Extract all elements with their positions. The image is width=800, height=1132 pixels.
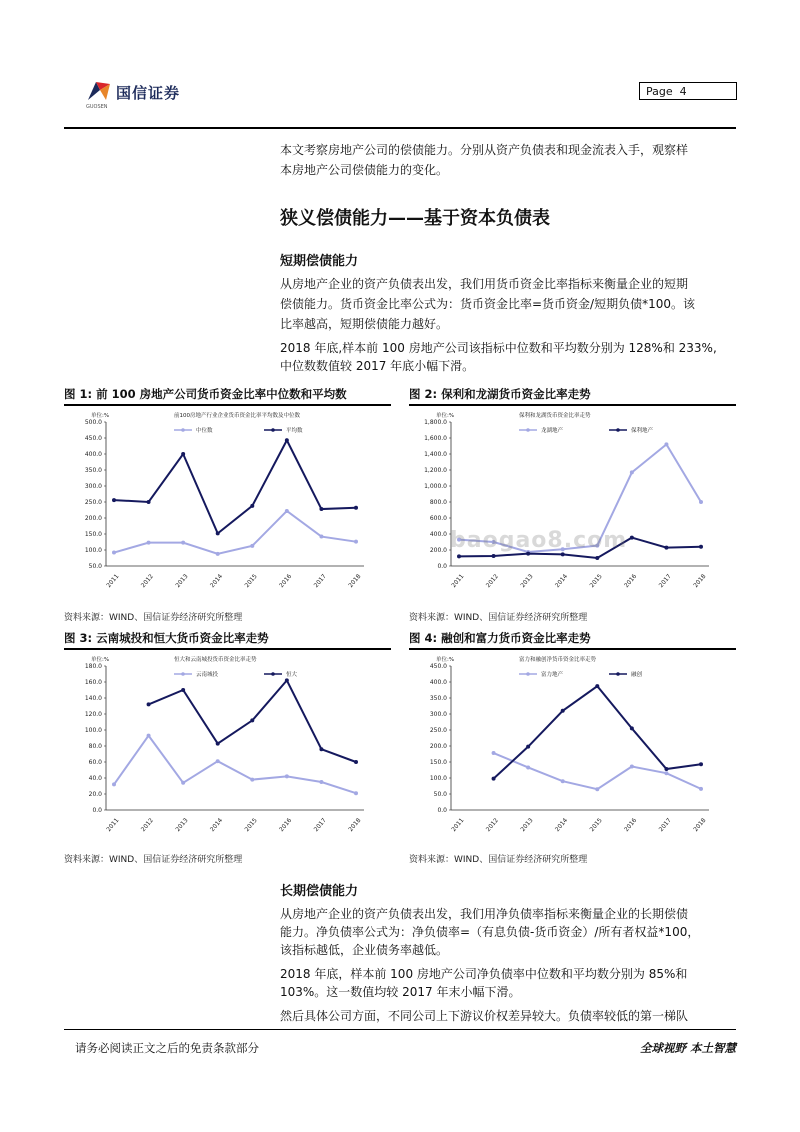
- data-point: [319, 747, 323, 751]
- chart-unit-label: 单位:%: [436, 413, 455, 419]
- x-tick-label: 2011: [105, 816, 121, 834]
- data-point: [285, 509, 289, 513]
- data-point: [526, 765, 530, 769]
- chart-1-svg: [64, 408, 384, 598]
- data-point: [699, 545, 703, 549]
- x-tick-label: 2016: [278, 572, 294, 590]
- y-tick-label: 200.0: [429, 547, 447, 554]
- x-tick-label: 2011: [450, 572, 466, 590]
- chart-title: 恒大和云南城投货币资金比率走势: [174, 657, 257, 663]
- paragraph-line: 然后具体公司方面，不同公司上下游议价权差异较大。负债率较低的第一梯队: [280, 1009, 689, 1023]
- data-point: [181, 452, 185, 456]
- y-tick-label: 400.0: [84, 451, 102, 458]
- data-point: [630, 536, 634, 540]
- y-tick-label: 160.0: [84, 679, 102, 686]
- data-point: [285, 678, 289, 682]
- y-tick-label: 50.0: [88, 563, 102, 570]
- figure-2-title: 图 2: 保利和龙湖货币资金比率走势: [409, 387, 591, 401]
- footer-disclaimer: 请务必阅读正文之后的免责条款部分: [75, 1041, 259, 1055]
- data-point: [699, 787, 703, 791]
- figure-4-chart: [409, 652, 729, 842]
- y-tick-label: 250.0: [429, 727, 447, 734]
- x-tick-label: 2018: [692, 816, 708, 834]
- data-point: [319, 535, 323, 539]
- paragraph-line: 从房地产企业的资产负债表出发，我们用货币资金比率指标来衡量企业的短期: [280, 277, 689, 291]
- x-tick-label: 2015: [588, 816, 604, 834]
- y-tick-label: 1,000.0: [424, 483, 447, 490]
- x-tick-label: 2015: [243, 816, 259, 834]
- section-title: 狭义偿债能力——基于资本负债表: [280, 208, 550, 229]
- y-tick-label: 100.0: [429, 775, 447, 782]
- x-tick-label: 2014: [553, 816, 570, 834]
- subsection-long-term: 长期偿债能力: [280, 884, 359, 899]
- legend-marker: [271, 428, 275, 432]
- paragraph-line: 103%。这一数值均较 2017 年末小幅下滑。: [280, 985, 521, 999]
- paragraph-line: 中位数数值较 2017 年底小幅下滑。: [280, 359, 475, 373]
- x-tick-label: 2015: [588, 572, 604, 590]
- x-tick-label: 2013: [519, 572, 535, 590]
- data-point: [285, 438, 289, 442]
- x-tick-label: 2018: [347, 572, 363, 590]
- x-tick-label: 2017: [657, 572, 673, 590]
- y-tick-label: 1,200.0: [424, 467, 447, 474]
- legend-label: 云南城投: [196, 672, 219, 678]
- legend-label: 平均数: [286, 428, 303, 434]
- figure-2-source: 资料来源：WIND、国信证券经济研究所整理: [409, 613, 588, 623]
- data-point: [181, 781, 185, 785]
- figure-1-source: 资料来源：WIND、国信证券经济研究所整理: [64, 613, 243, 623]
- y-tick-label: 200.0: [84, 515, 102, 522]
- x-tick-label: 2017: [312, 816, 328, 834]
- x-tick-label: 2012: [484, 816, 501, 834]
- data-point: [595, 787, 599, 791]
- data-point: [354, 540, 358, 544]
- y-tick-label: 20.0: [88, 791, 102, 798]
- y-tick-label: 0.0: [92, 807, 102, 814]
- x-tick-label: 2015: [243, 572, 259, 590]
- legend-marker: [181, 428, 185, 432]
- figure-2-rule: [409, 404, 736, 406]
- paragraph-line: 2018 年底，样本前 100 房地产公司净负债率中位数和平均数分别为 85%和: [280, 967, 688, 981]
- data-point: [250, 778, 254, 782]
- figure-1-rule: [64, 404, 391, 406]
- data-point: [112, 551, 116, 555]
- data-point: [147, 702, 151, 706]
- page-label: Page: [646, 85, 673, 98]
- paragraph-line: 该指标越低，企业债务率越低。: [280, 943, 449, 957]
- data-point: [664, 546, 668, 550]
- data-point: [354, 791, 358, 795]
- y-tick-label: 80.0: [88, 743, 102, 750]
- figure-1-chart: [64, 408, 384, 598]
- header-divider: [64, 127, 736, 129]
- y-tick-label: 350.0: [84, 467, 102, 474]
- y-tick-label: 100.0: [84, 547, 102, 554]
- legend-label: 融创: [631, 672, 643, 678]
- chart-4-svg: [409, 652, 729, 842]
- x-tick-label: 2012: [139, 816, 156, 834]
- y-tick-label: 450.0: [84, 435, 102, 442]
- y-tick-label: 1,600.0: [424, 435, 447, 442]
- y-tick-label: 600.0: [429, 515, 447, 522]
- chart-title: 前100房地产行业企业货币资金比率平均数及中位数: [174, 413, 300, 419]
- y-tick-label: 400.0: [429, 679, 447, 686]
- data-point: [250, 504, 254, 508]
- figure-4-source: 资料来源：WIND、国信证券经济研究所整理: [409, 855, 588, 865]
- data-point: [319, 780, 323, 784]
- y-tick-label: 60.0: [88, 759, 102, 766]
- figure-1-title: 图 1: 前 100 房地产公司货币资金比率中位数和平均数: [64, 387, 347, 401]
- x-tick-label: 2014: [208, 816, 225, 834]
- data-point: [147, 734, 151, 738]
- legend-marker: [526, 428, 530, 432]
- data-point: [250, 718, 254, 722]
- y-tick-label: 200.0: [429, 743, 447, 750]
- y-tick-label: 350.0: [429, 695, 447, 702]
- data-point: [457, 554, 461, 558]
- x-tick-label: 2018: [692, 572, 708, 590]
- data-point: [181, 541, 185, 545]
- series-line: [114, 511, 356, 554]
- data-point: [561, 552, 565, 556]
- x-tick-label: 2016: [278, 816, 294, 834]
- guosen-logo-icon: [86, 78, 112, 104]
- data-point: [147, 541, 151, 545]
- chart-unit-label: 单位:%: [91, 657, 110, 663]
- data-point: [319, 507, 323, 511]
- y-tick-label: 300.0: [429, 711, 447, 718]
- y-tick-label: 300.0: [84, 483, 102, 490]
- data-point: [250, 544, 254, 548]
- figure-3-title: 图 3: 云南城投和恒大货币资金比率走势: [64, 631, 269, 645]
- subsection-short-term: 短期偿债能力: [280, 254, 359, 269]
- x-tick-label: 2018: [347, 816, 363, 834]
- figure-4-rule: [409, 648, 736, 650]
- data-point: [595, 684, 599, 688]
- data-point: [216, 552, 220, 556]
- chart-unit-label: 单位:%: [436, 657, 455, 663]
- data-point: [699, 500, 703, 504]
- paragraph-line: 从房地产企业的资产负债表出发，我们用净负债率指标来衡量企业的长期偿债: [280, 907, 689, 921]
- y-tick-label: 40.0: [88, 775, 102, 782]
- x-tick-label: 2013: [519, 816, 535, 834]
- data-point: [147, 500, 151, 504]
- y-tick-label: 150.0: [429, 759, 447, 766]
- data-point: [664, 767, 668, 771]
- y-tick-label: 800.0: [429, 499, 447, 506]
- paragraph-line: 比率越高，短期偿债能力越好。: [280, 317, 449, 331]
- y-tick-label: 50.0: [433, 791, 447, 798]
- data-point: [492, 777, 496, 781]
- x-tick-label: 2011: [105, 572, 121, 590]
- chart-title: 保利和龙湖货币资金比率走势: [519, 413, 591, 419]
- y-tick-label: 180.0: [84, 663, 102, 670]
- x-tick-label: 2013: [174, 572, 190, 590]
- data-point: [664, 442, 668, 446]
- company-logo-text: 国信证券: [116, 84, 181, 102]
- data-point: [630, 470, 634, 474]
- footer-divider: [64, 1029, 736, 1030]
- legend-marker: [616, 428, 620, 432]
- y-tick-label: 500.0: [84, 419, 102, 426]
- y-tick-label: 1,400.0: [424, 451, 447, 458]
- data-point: [561, 709, 565, 713]
- chart-unit-label: 单位:%: [91, 413, 110, 419]
- figure-3-source: 资料来源：WIND、国信证券经济研究所整理: [64, 855, 243, 865]
- footer-slogan: 全球视野 本土智慧: [639, 1041, 736, 1055]
- y-tick-label: 400.0: [429, 531, 447, 538]
- data-point: [699, 762, 703, 766]
- x-tick-label: 2017: [312, 572, 328, 590]
- paragraph-line: 偿债能力。货币资金比率公式为：货币资金比率=货币资金/短期负债*100。该: [280, 297, 696, 311]
- x-tick-label: 2017: [657, 816, 673, 834]
- watermark: baogao8.com: [450, 528, 628, 553]
- paragraph-line: 2018 年底,样本前 100 房地产公司该指标中位数和平均数分别为 128%和 233%,: [280, 341, 717, 355]
- figure-4-title: 图 4: 融创和富力货币资金比率走势: [409, 631, 591, 645]
- x-tick-label: 2016: [623, 816, 639, 834]
- legend-marker: [181, 672, 185, 676]
- data-point: [561, 779, 565, 783]
- legend-label: 富力地产: [541, 672, 564, 678]
- data-point: [216, 742, 220, 746]
- series-line: [114, 440, 356, 533]
- data-point: [526, 745, 530, 749]
- y-tick-label: 120.0: [84, 711, 102, 718]
- chart-2-svg: [409, 408, 729, 598]
- legend-label: 恒大: [286, 672, 298, 678]
- y-tick-label: 150.0: [84, 531, 102, 538]
- chart-3-svg: [64, 652, 384, 842]
- series-line: [494, 686, 701, 778]
- legend-marker: [616, 672, 620, 676]
- paragraph-line: 能力。净负债率公式为：净负债率=（有息负债-货币资金）/所有者权益*100，: [280, 925, 700, 939]
- intro-line-1: 本文考察房地产公司的偿债能力。分别从资产负债表和现金流表入手，观察样: [280, 143, 689, 157]
- x-tick-label: 2014: [208, 572, 225, 590]
- page-indicator: [639, 82, 737, 100]
- y-tick-label: 0.0: [437, 807, 447, 814]
- x-tick-label: 2013: [174, 816, 190, 834]
- legend-label: 保利地产: [631, 428, 654, 434]
- legend-marker: [526, 672, 530, 676]
- data-point: [630, 764, 634, 768]
- y-tick-label: 140.0: [84, 695, 102, 702]
- x-tick-label: 2016: [623, 572, 639, 590]
- figure-3-rule: [64, 648, 391, 650]
- data-point: [664, 771, 668, 775]
- y-tick-label: 1,800.0: [424, 419, 447, 426]
- data-point: [492, 554, 496, 558]
- x-tick-label: 2014: [553, 572, 570, 590]
- data-point: [181, 688, 185, 692]
- legend-label: 龙湖地产: [541, 428, 564, 434]
- y-tick-label: 0.0: [437, 563, 447, 570]
- chart-title: 富力和融创净货币资金比率走势: [519, 657, 597, 663]
- data-point: [216, 759, 220, 763]
- data-point: [492, 751, 496, 755]
- legend-label: 中位数: [196, 428, 213, 434]
- data-point: [595, 556, 599, 560]
- figure-3-chart: [64, 652, 384, 842]
- x-tick-label: 2011: [450, 816, 466, 834]
- data-point: [354, 506, 358, 510]
- data-point: [630, 726, 634, 730]
- y-tick-label: 250.0: [84, 499, 102, 506]
- data-point: [285, 774, 289, 778]
- y-tick-label: 100.0: [84, 727, 102, 734]
- data-point: [216, 531, 220, 535]
- data-point: [112, 782, 116, 786]
- x-tick-label: 2012: [484, 572, 501, 590]
- company-logo-sub: GUOSEN: [86, 104, 108, 110]
- legend-marker: [271, 672, 275, 676]
- data-point: [112, 498, 116, 502]
- figure-2-chart: [409, 408, 729, 598]
- data-point: [354, 760, 358, 764]
- x-tick-label: 2012: [139, 572, 156, 590]
- series-line: [494, 753, 701, 789]
- page-number: 4: [679, 85, 687, 98]
- intro-line-2: 本房地产公司偿债能力的变化。: [280, 163, 449, 177]
- y-tick-label: 450.0: [429, 663, 447, 670]
